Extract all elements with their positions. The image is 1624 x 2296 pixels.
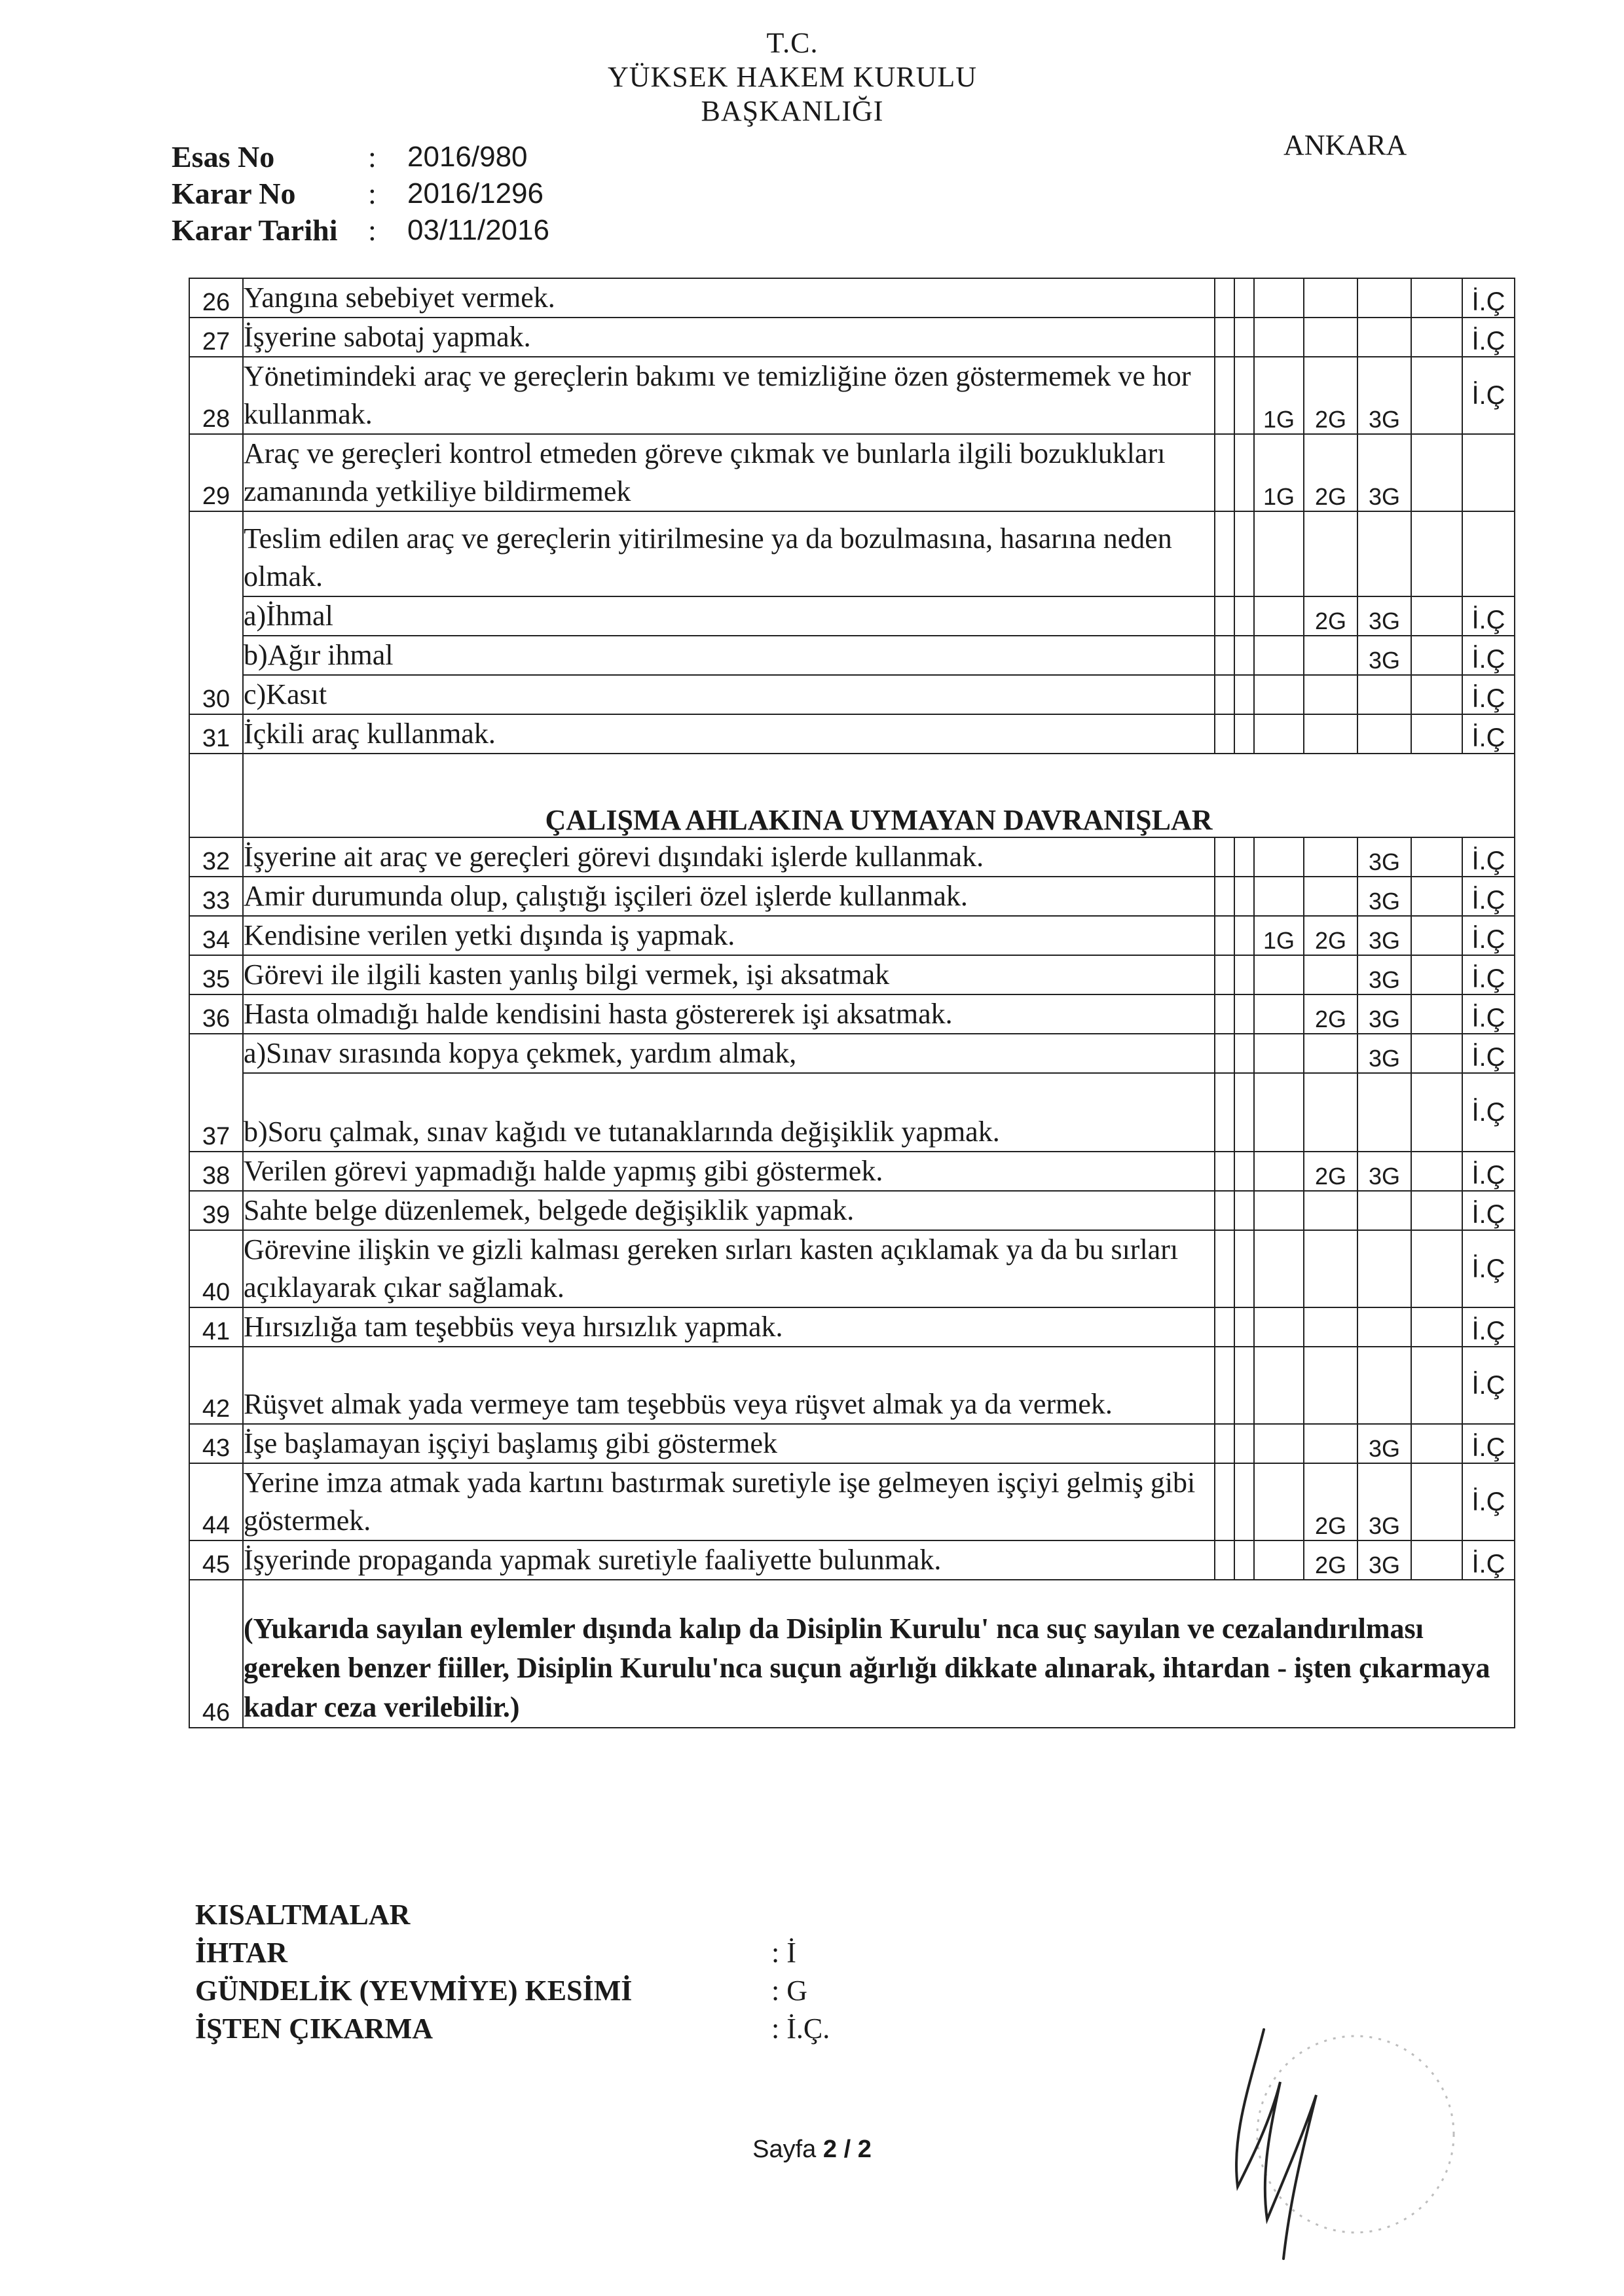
empty-cell — [1234, 1073, 1254, 1152]
penalty-3g: 3G — [1357, 877, 1411, 916]
row-description: Hasta olmadığı halde kendisini hasta göstererek işi aksatmak. — [243, 994, 1215, 1034]
header-presidency: BAŞKANLIĞI — [701, 95, 884, 127]
penalty-ic: İ.Ç — [1462, 1424, 1515, 1463]
empty-cell — [1357, 1073, 1411, 1152]
penalty-ic: İ.Ç — [1462, 1191, 1515, 1230]
table-row — [189, 837, 1515, 877]
empty-cell — [1411, 278, 1462, 318]
penalty-3g: 3G — [1357, 357, 1411, 434]
empty-cell — [1254, 1191, 1304, 1230]
empty-cell — [1411, 955, 1462, 994]
table-row — [189, 434, 1515, 511]
abbreviation-label: GÜNDELİK (YEVMİYE) KESİMİ — [195, 1975, 633, 2007]
empty-cell — [1411, 1152, 1462, 1191]
empty-cell — [1234, 1424, 1254, 1463]
empty-cell — [1234, 916, 1254, 955]
empty-cell — [1304, 278, 1357, 318]
tarih-value: 03/11/2016 — [407, 214, 549, 246]
karar-label: Karar No — [172, 177, 296, 210]
empty-cell — [1215, 1152, 1234, 1191]
row-description: Amir durumunda olup, çalıştığı işçileri özel işlerde kullanmak. — [243, 877, 1215, 916]
karar-value: 2016/1296 — [407, 177, 544, 210]
page-footer — [0, 2136, 1624, 2164]
empty-cell — [1254, 1463, 1304, 1540]
empty-cell — [1215, 1230, 1234, 1307]
table-row — [189, 1580, 1515, 1728]
row-number: 45 — [189, 1540, 243, 1580]
row-number: 41 — [189, 1307, 243, 1347]
empty-cell — [1304, 1073, 1357, 1152]
empty-cell — [1215, 1540, 1234, 1580]
empty-cell — [1411, 916, 1462, 955]
row-number: 38 — [189, 1152, 243, 1191]
empty-cell — [1234, 837, 1254, 877]
empty-cell — [1411, 357, 1462, 434]
empty-cell — [1304, 1347, 1357, 1424]
header-tc: T.C. — [766, 27, 819, 59]
karar-row — [172, 175, 549, 212]
row-number: 43 — [189, 1424, 243, 1463]
empty-cell — [1234, 1152, 1254, 1191]
empty-cell — [1304, 955, 1357, 994]
penalty-ic: İ.Ç — [1462, 916, 1515, 955]
row-number: 46 — [189, 1580, 243, 1728]
empty-cell — [1215, 1424, 1234, 1463]
penalty-3g: 3G — [1357, 1034, 1411, 1073]
penalty-1g: 1G — [1254, 434, 1304, 511]
penalty-3g: 3G — [1357, 955, 1411, 994]
empty-cell — [1215, 1191, 1234, 1230]
empty-cell — [1411, 1073, 1462, 1152]
empty-cell — [1234, 1463, 1254, 1540]
penalty-ic: İ.Ç — [1462, 1152, 1515, 1191]
penalty-2g: 2G — [1304, 1540, 1357, 1580]
penalty-3g: 3G — [1357, 837, 1411, 877]
empty-cell — [1304, 318, 1357, 357]
tarih-row — [172, 212, 549, 249]
empty-cell — [1304, 511, 1357, 596]
empty-cell — [1304, 1307, 1357, 1347]
row-description: İşyerine sabotaj yapmak. — [243, 318, 1215, 357]
empty-cell — [1215, 278, 1234, 318]
table-row — [189, 1347, 1515, 1424]
empty-cell — [1234, 636, 1254, 675]
penalty-ic: İ.Ç — [1462, 994, 1515, 1034]
penalty-ic: İ.Ç — [1462, 955, 1515, 994]
empty-cell — [1411, 675, 1462, 714]
row-description: Yangına sebebiyet vermek. — [243, 278, 1215, 318]
abbreviation-label: İHTAR — [195, 1937, 287, 1969]
table-row — [189, 1152, 1515, 1191]
empty-cell — [1304, 675, 1357, 714]
penalty-1g: 1G — [1254, 916, 1304, 955]
empty-cell — [1254, 1347, 1304, 1424]
empty-cell — [1254, 278, 1304, 318]
abbreviations — [195, 1896, 830, 2048]
penalty-3g: 3G — [1357, 596, 1411, 636]
empty-cell — [1254, 1073, 1304, 1152]
empty-cell — [1254, 955, 1304, 994]
empty-cell — [1254, 714, 1304, 754]
karar-colon: : — [368, 177, 377, 210]
table-row — [189, 636, 1515, 675]
abbreviations-title: KISALTMALAR — [195, 1899, 411, 1931]
empty-cell — [1254, 877, 1304, 916]
empty-cell — [1234, 1307, 1254, 1347]
empty-cell — [1215, 1307, 1234, 1347]
row-number: 35 — [189, 955, 243, 994]
abbreviation-item — [195, 1934, 830, 1972]
table-row — [189, 675, 1515, 714]
empty-cell — [1304, 877, 1357, 916]
penalty-3g: 3G — [1357, 1424, 1411, 1463]
empty-cell — [1234, 278, 1254, 318]
empty-cell — [1254, 318, 1304, 357]
empty-cell — [1411, 1034, 1462, 1073]
empty-cell — [1215, 1073, 1234, 1152]
row-description: İşe başlamayan işçiyi başlamış gibi göstermek — [243, 1424, 1215, 1463]
row-description: Yerine imza atmak yada kartını bastırmak suretiyle işe gelmeyen işçiyi gelmiş gibi göstermek. — [243, 1463, 1215, 1540]
row-description: Verilen görevi yapmadığı halde yapmış gibi göstermek. — [243, 1152, 1215, 1191]
empty-cell — [1215, 837, 1234, 877]
penalty-3g: 3G — [1357, 434, 1411, 511]
empty-cell — [1234, 675, 1254, 714]
empty-cell — [1411, 1463, 1462, 1540]
penalty-ic: İ.Ç — [1462, 318, 1515, 357]
empty-cell — [1215, 877, 1234, 916]
empty-cell — [1234, 714, 1254, 754]
empty-cell — [1411, 1191, 1462, 1230]
penalty-3g: 3G — [1357, 994, 1411, 1034]
empty-cell — [1357, 278, 1411, 318]
empty-cell — [1357, 1307, 1411, 1347]
table-row — [189, 1191, 1515, 1230]
row-description: İşyerine ait araç ve gereçleri görevi dışındaki işlerde kullanmak. — [243, 837, 1215, 877]
tarih-label: Karar Tarihi — [172, 213, 338, 247]
penalty-ic: İ.Ç — [1462, 1034, 1515, 1073]
empty-cell — [1234, 1034, 1254, 1073]
row-number: 34 — [189, 916, 243, 955]
empty-cell — [1357, 714, 1411, 754]
empty-cell — [1462, 511, 1515, 596]
empty-cell — [1357, 1230, 1411, 1307]
empty-cell — [1411, 994, 1462, 1034]
empty-cell — [1234, 596, 1254, 636]
row-number: 40 — [189, 1230, 243, 1307]
penalty-ic: İ.Ç — [1462, 1347, 1515, 1424]
penalty-ic: İ.Ç — [1462, 1073, 1515, 1152]
empty-cell — [1304, 1424, 1357, 1463]
row-description: Araç ve gereçleri kontrol etmeden göreve çıkmak ve bunlarla ilgili bozuklukları zamanında yetkiliye bildirmemek — [243, 434, 1215, 511]
penalty-3g: 3G — [1357, 1540, 1411, 1580]
table-row — [189, 278, 1515, 318]
page-prefix: Sayfa — [752, 2136, 823, 2163]
tarih-colon: : — [368, 213, 377, 247]
row-number: 42 — [189, 1347, 243, 1424]
row-description: Görevi ile ilgili kasten yanlış bilgi vermek, işi aksatmak — [243, 955, 1215, 994]
empty-cell — [1234, 955, 1254, 994]
row-number: 36 — [189, 994, 243, 1034]
page-total: 2 — [857, 2136, 872, 2163]
empty-cell — [1411, 1424, 1462, 1463]
table-row — [189, 714, 1515, 754]
table-row — [189, 1540, 1515, 1580]
empty-cell — [1254, 1152, 1304, 1191]
empty-cell — [1411, 877, 1462, 916]
penalty-ic: İ.Ç — [1462, 357, 1515, 434]
row-number: 26 — [189, 278, 243, 318]
esas-value: 2016/980 — [407, 141, 528, 173]
empty-cell — [1215, 511, 1234, 596]
penalty-1g: 1G — [1254, 357, 1304, 434]
empty-cell — [1304, 837, 1357, 877]
table-row — [189, 357, 1515, 434]
row-description: Teslim edilen araç ve gereçlerin yitirilmesine ya da bozulmasına, hasarına neden olmak. — [243, 511, 1215, 596]
esas-row — [172, 139, 549, 175]
table-row — [189, 994, 1515, 1034]
empty-cell — [1304, 1034, 1357, 1073]
row-number: 44 — [189, 1463, 243, 1540]
empty-cell — [1411, 1540, 1462, 1580]
row-description-b: b)Soru çalmak, sınav kağıdı ve tutanaklarında değişiklik yapmak. — [243, 1073, 1215, 1152]
penalty-ic: İ.Ç — [1462, 877, 1515, 916]
table-row — [189, 511, 1515, 596]
empty-cell — [1357, 1347, 1411, 1424]
header-institution: YÜKSEK HAKEM KURULU — [607, 61, 978, 93]
row-description-a: a)Sınav sırasında kopya çekmek, yardım almak, — [243, 1034, 1215, 1073]
empty-cell — [1215, 955, 1234, 994]
empty-cell — [1254, 636, 1304, 675]
row-description: Hırsızlığa tam teşebbüs veya hırsızlık yapmak. — [243, 1307, 1215, 1347]
empty-cell — [1357, 675, 1411, 714]
empty-cell — [1254, 837, 1304, 877]
row-number: 39 — [189, 1191, 243, 1230]
empty-cell — [1254, 596, 1304, 636]
empty-cell — [1234, 1347, 1254, 1424]
empty-cell — [1215, 357, 1234, 434]
abbreviation-value: : İ.Ç. — [771, 2013, 830, 2045]
empty-cell — [1234, 1230, 1254, 1307]
penalty-3g: 3G — [1357, 1152, 1411, 1191]
empty-cell — [1304, 1191, 1357, 1230]
empty-cell — [1411, 511, 1462, 596]
abbreviation-label: İŞTEN ÇIKARMA — [195, 2013, 434, 2045]
row-number: 32 — [189, 837, 243, 877]
table-row — [189, 1073, 1515, 1152]
empty-cell — [189, 754, 243, 837]
empty-cell — [1234, 434, 1254, 511]
section-title: ÇALIŞMA AHLAKINA UYMAYAN DAVRANIŞLAR — [243, 754, 1515, 837]
empty-cell — [1215, 675, 1234, 714]
abbreviation-item — [195, 2010, 830, 2048]
empty-cell — [1357, 318, 1411, 357]
empty-cell — [1215, 318, 1234, 357]
empty-cell — [1357, 1191, 1411, 1230]
abbreviation-value: : G — [771, 1975, 807, 2007]
table-row — [189, 955, 1515, 994]
row-description: Kendisine verilen yetki dışında iş yapmak. — [243, 916, 1215, 955]
empty-cell — [1234, 357, 1254, 434]
empty-cell — [1411, 596, 1462, 636]
empty-cell — [1411, 636, 1462, 675]
esas-colon: : — [368, 140, 377, 173]
empty-cell — [1411, 318, 1462, 357]
empty-cell — [1304, 1230, 1357, 1307]
empty-cell — [1234, 994, 1254, 1034]
table-row — [189, 1424, 1515, 1463]
table-row — [189, 1463, 1515, 1540]
penalty-ic: İ.Ç — [1462, 714, 1515, 754]
empty-cell — [1254, 511, 1304, 596]
case-meta — [172, 139, 549, 249]
empty-cell — [1254, 1230, 1304, 1307]
penalty-ic: İ.Ç — [1462, 1463, 1515, 1540]
table-row — [189, 916, 1515, 955]
header-city: ANKARA — [1283, 129, 1407, 161]
row-description: Sahte belge düzenlemek, belgede değişiklik yapmak. — [243, 1191, 1215, 1230]
table-row — [189, 877, 1515, 916]
empty-cell — [1215, 596, 1234, 636]
row-description: Rüşvet almak yada vermeye tam teşebbüs veya rüşvet almak ya da vermek. — [243, 1347, 1215, 1424]
empty-cell — [1234, 1540, 1254, 1580]
empty-cell — [1411, 1347, 1462, 1424]
row-description-c: c)Kasıt — [243, 675, 1215, 714]
empty-cell — [1215, 636, 1234, 675]
empty-cell — [1215, 916, 1234, 955]
empty-cell — [1304, 714, 1357, 754]
empty-cell — [1234, 511, 1254, 596]
row-description: İşyerinde propaganda yapmak suretiyle faaliyette bulunmak. — [243, 1540, 1215, 1580]
empty-cell — [1254, 1034, 1304, 1073]
empty-cell — [1215, 434, 1234, 511]
penalty-table — [189, 278, 1515, 1728]
page-separator: / — [837, 2136, 858, 2163]
penalty-ic: İ.Ç — [1462, 1230, 1515, 1307]
empty-cell — [1254, 1307, 1304, 1347]
penalty-2g: 2G — [1304, 357, 1357, 434]
row-description-b: b)Ağır ihmal — [243, 636, 1215, 675]
penalty-ic: İ.Ç — [1462, 636, 1515, 675]
penalty-3g: 3G — [1357, 1463, 1411, 1540]
stamp-ring — [1257, 2036, 1454, 2232]
empty-cell — [1304, 636, 1357, 675]
section-row — [189, 754, 1515, 837]
closing-note: (Yukarıda sayılan eylemler dışında kalıp da Disiplin Kurulu' nca suç sayılan ve cezalandırılması gereken benzer fiiller, Disiplin Kurulu'nca suçun ağırlığı dikkate alınarak, ihtardan - işten çıkarmaya kadar ceza verilebilir.) — [243, 1580, 1515, 1728]
empty-cell — [1411, 434, 1462, 511]
row-number: 29 — [189, 434, 243, 511]
row-description: Yönetimindeki araç ve gereçlerin bakımı ve temizliğine özen göstermemek ve hor kullanmak. — [243, 357, 1215, 434]
row-number: 27 — [189, 318, 243, 357]
penalty-3g: 3G — [1357, 916, 1411, 955]
empty-cell — [1215, 1347, 1234, 1424]
table-row — [189, 1230, 1515, 1307]
document-header — [0, 26, 1585, 128]
row-description: İçkili araç kullanmak. — [243, 714, 1215, 754]
penalty-ic: İ.Ç — [1462, 278, 1515, 318]
table-row — [189, 1034, 1515, 1073]
penalty-ic: İ.Ç — [1462, 837, 1515, 877]
empty-cell — [1411, 1307, 1462, 1347]
penalty-2g: 2G — [1304, 1152, 1357, 1191]
table-row — [189, 596, 1515, 636]
empty-cell — [1411, 714, 1462, 754]
empty-cell — [1254, 1424, 1304, 1463]
abbreviation-value: : İ — [771, 1937, 796, 1969]
row-number: 30 — [189, 511, 243, 714]
esas-label: Esas No — [172, 140, 275, 173]
row-number: 28 — [189, 357, 243, 434]
penalty-ic: İ.Ç — [1462, 675, 1515, 714]
empty-cell — [1215, 994, 1234, 1034]
empty-cell — [1411, 1230, 1462, 1307]
table-row — [189, 318, 1515, 357]
empty-cell — [1234, 1191, 1254, 1230]
empty-cell — [1254, 675, 1304, 714]
empty-cell — [1215, 1034, 1234, 1073]
row-description: Görevine ilişkin ve gizli kalması gereken sırları kasten açıklamak ya da bu sırları açıklayarak çıkar sağlamak. — [243, 1230, 1215, 1307]
empty-cell — [1215, 1463, 1234, 1540]
row-number: 37 — [189, 1034, 243, 1152]
penalty-2g: 2G — [1304, 916, 1357, 955]
empty-cell — [1462, 434, 1515, 511]
row-number: 33 — [189, 877, 243, 916]
empty-cell — [1234, 877, 1254, 916]
row-number: 31 — [189, 714, 243, 754]
empty-cell — [1215, 714, 1234, 754]
penalty-ic: İ.Ç — [1462, 1307, 1515, 1347]
empty-cell — [1254, 994, 1304, 1034]
penalty-2g: 2G — [1304, 596, 1357, 636]
penalty-ic: İ.Ç — [1462, 596, 1515, 636]
empty-cell — [1254, 1540, 1304, 1580]
page-number: 2 — [822, 2136, 838, 2163]
empty-cell — [1411, 837, 1462, 877]
empty-cell — [1357, 511, 1411, 596]
penalty-ic: İ.Ç — [1462, 1540, 1515, 1580]
penalty-2g: 2G — [1304, 994, 1357, 1034]
row-description-a: a)İhmal — [243, 596, 1215, 636]
penalty-3g: 3G — [1357, 636, 1411, 675]
penalty-2g: 2G — [1304, 1463, 1357, 1540]
penalty-2g: 2G — [1304, 434, 1357, 511]
empty-cell — [1234, 318, 1254, 357]
abbreviation-item — [195, 1972, 830, 2010]
table-row — [189, 1307, 1515, 1347]
